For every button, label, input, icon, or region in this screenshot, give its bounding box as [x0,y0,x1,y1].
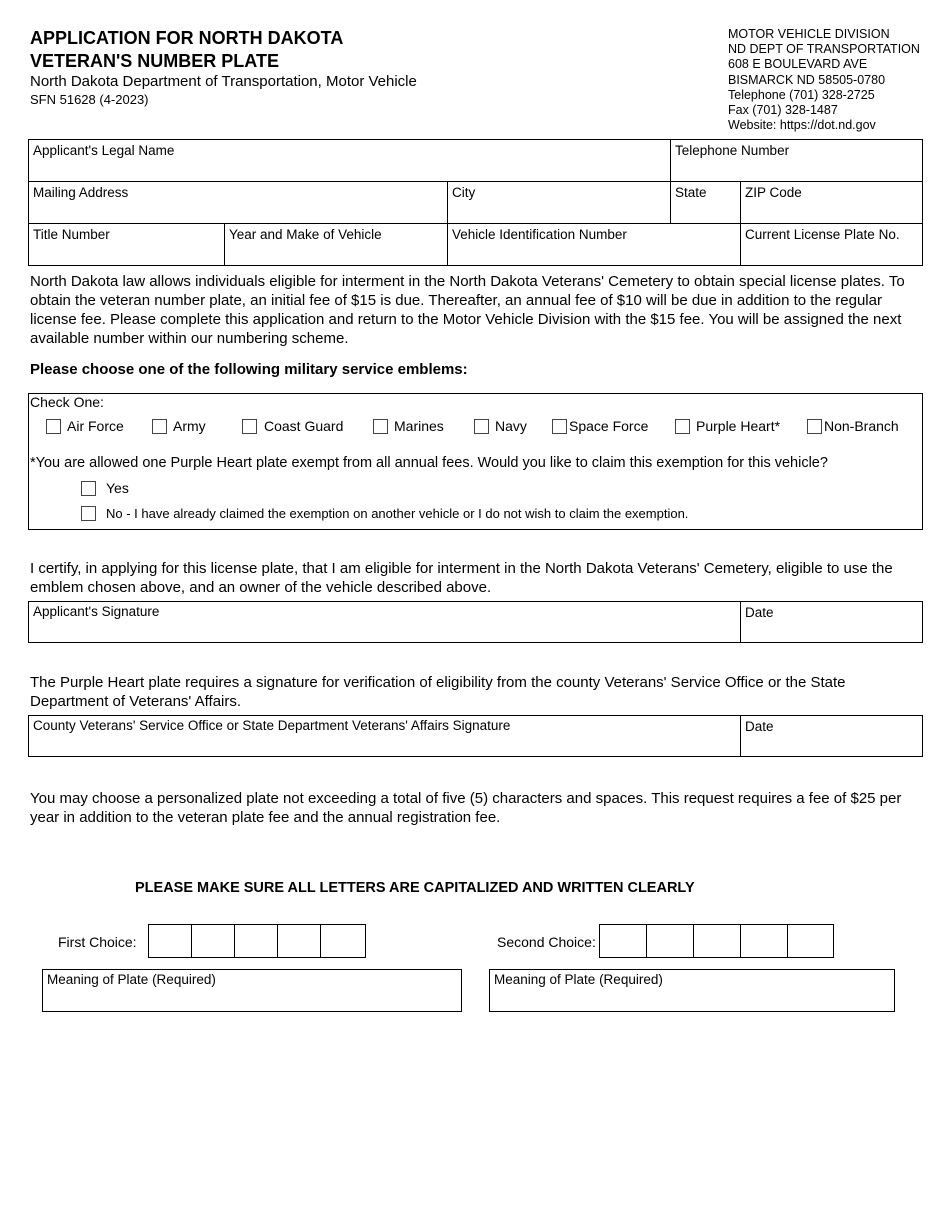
zip-field[interactable] [741,182,922,224]
applicant-signature-row [28,601,923,643]
address-line: Telephone (701) 328-2725 [728,87,875,102]
option-label: Space Force [569,418,649,434]
check-one-label: Check One: [30,394,104,410]
checkbox[interactable] [373,419,388,434]
character-box[interactable] [647,925,694,957]
form-number: SFN 51628 (4-2023) [30,92,149,107]
emblem-option-army[interactable] [152,418,206,434]
applicant-date-field[interactable] [741,602,922,642]
option-label: Non-Branch [824,418,899,434]
checkbox[interactable] [675,419,690,434]
title-number-field[interactable] [29,224,225,265]
zip-label: ZIP Code [745,185,802,200]
mailing-address-label: Mailing Address [33,185,129,200]
current-plate-field[interactable] [741,224,922,265]
yes-label: Yes [106,480,129,496]
emblem-option-air-force[interactable] [46,418,124,434]
option-label: Navy [495,418,527,434]
option-label: Marines [394,418,444,434]
purple-heart-paragraph: The Purple Heart plate requires a signature for verification of eligibility from the county Veterans' Service Office or the State Department of Veterans' Affairs. [30,674,846,710]
date-label: Date [745,719,774,734]
character-box[interactable] [741,925,788,957]
first-choice-boxes[interactable] [148,924,366,958]
checkbox[interactable] [242,419,257,434]
city-field[interactable] [448,182,671,224]
telephone-field[interactable] [671,140,922,182]
address-line: Fax (701) 328-1487 [728,103,838,118]
option-label: Purple Heart* [696,418,781,434]
emblem-option-coast-guard[interactable] [242,418,343,434]
character-box[interactable] [788,925,833,957]
emblem-selection-box [28,393,923,530]
state-label: State [675,185,707,200]
emblem-heading: Please choose one of the following military service emblems: [30,361,468,378]
personalized-paragraph: You may choose a personalized plate not exceeding a total of five (5) characters and spaces. This request requires a fee of $25 per year in addition to the veteran plate fee and the annual registration fee. [30,790,902,826]
title-number-label: Title Number [33,227,110,242]
no-label: No - I have already claimed the exemption on another vehicle or I do not wish to claim the exemption. [106,506,689,521]
purple-heart-question: *You are allowed one Purple Heart plate exempt from all annual fees. Would you like to claim this exemption for this vehicle? [30,455,828,471]
date-label: Date [745,605,774,620]
emblem-option-purple-heart[interactable] [675,418,780,434]
address-line: MOTOR VEHICLE DIVISION [728,27,890,41]
office-signature-field[interactable] [29,716,741,756]
character-box[interactable] [149,925,192,957]
address-line: Website: https://dot.nd.gov [728,118,876,133]
meaning-label: Meaning of Plate (Required) [494,972,663,987]
agency-address [728,27,920,133]
checkbox[interactable] [474,419,489,434]
address-line: ND DEPT OF TRANSPORTATION [728,42,920,57]
second-choice-boxes[interactable] [599,924,834,958]
meaning-label: Meaning of Plate (Required) [47,972,216,987]
emblem-option-navy[interactable] [474,418,527,434]
character-box[interactable] [694,925,741,957]
checkbox[interactable] [552,419,567,434]
first-choice-label: First Choice: [58,934,137,950]
mailing-address-field[interactable] [29,182,448,224]
option-label: Army [173,418,206,434]
checkbox[interactable] [46,419,61,434]
character-box[interactable] [278,925,321,957]
emblem-option-marines[interactable] [373,418,444,434]
city-label: City [452,185,476,200]
checkbox[interactable] [807,419,822,434]
character-box[interactable] [321,925,365,957]
checkbox[interactable] [81,506,96,521]
option-label: Air Force [67,418,124,434]
form-title [30,27,343,73]
emblem-option-non-branch[interactable] [807,418,899,434]
title-line-1: APPLICATION FOR NORTH DAKOTA [30,28,344,48]
current-plate-label: Current License Plate No. [745,227,900,242]
certify-paragraph: I certify, in applying for this license plate, that I am eligible for interment in the North Dakota Veterans' Cemetery, eligible to use the emblem chosen above, and an owner of the vehicle described above. [30,560,893,596]
checkbox[interactable] [81,481,96,496]
first-meaning-field[interactable] [42,969,462,1012]
applicant-info-grid [28,139,923,266]
option-label: Coast Guard [264,418,344,434]
year-make-field[interactable] [225,224,448,265]
second-meaning-field[interactable] [489,969,895,1012]
address-line: 608 E BOULEVARD AVE [728,57,868,72]
exemption-yes-option[interactable] [81,480,129,496]
office-signature-row [28,715,923,757]
department-name: North Dakota Department of Transportation, Motor Vehicle [30,73,417,90]
vin-label: Vehicle Identification Number [452,227,627,242]
character-box[interactable] [235,925,278,957]
intro-paragraph: North Dakota law allows individuals eligible for interment in the North Dakota Veterans' Cemetery to obtain special license plates. To obtain the veteran number plate, an initial fee of $15 is due. Thereafter, an annual fee of $10 will be due in addition to the regular license fee. Please complete this application and return to the Motor Vehicle Division with the $15 fee. You will be assigned the next available number within our numbering scheme. [30,273,905,347]
telephone-label: Telephone Number [675,143,790,158]
checkbox[interactable] [152,419,167,434]
exemption-no-option[interactable] [81,506,688,521]
legal-name-field[interactable] [29,140,671,182]
year-make-label: Year and Make of Vehicle [229,227,382,242]
legal-name-label: Applicant's Legal Name [33,143,175,158]
character-box[interactable] [192,925,235,957]
office-signature-label: County Veterans' Service Office or State Department Veterans' Affairs Signature [33,718,511,733]
capitalization-notice: PLEASE MAKE SURE ALL LETTERS ARE CAPITALIZED AND WRITTEN CLEARLY [135,880,695,896]
address-line: BISMARCK ND 58505-0780 [728,72,886,87]
state-field[interactable] [671,182,741,224]
title-line-2: VETERAN'S NUMBER PLATE [30,51,279,71]
character-box[interactable] [600,925,647,957]
emblem-option-space-force[interactable] [552,418,648,434]
office-date-field[interactable] [741,716,922,756]
applicant-signature-label: Applicant's Signature [33,604,160,619]
second-choice-label: Second Choice: [497,934,596,950]
vin-field[interactable] [448,224,741,265]
applicant-signature-field[interactable] [29,602,741,642]
